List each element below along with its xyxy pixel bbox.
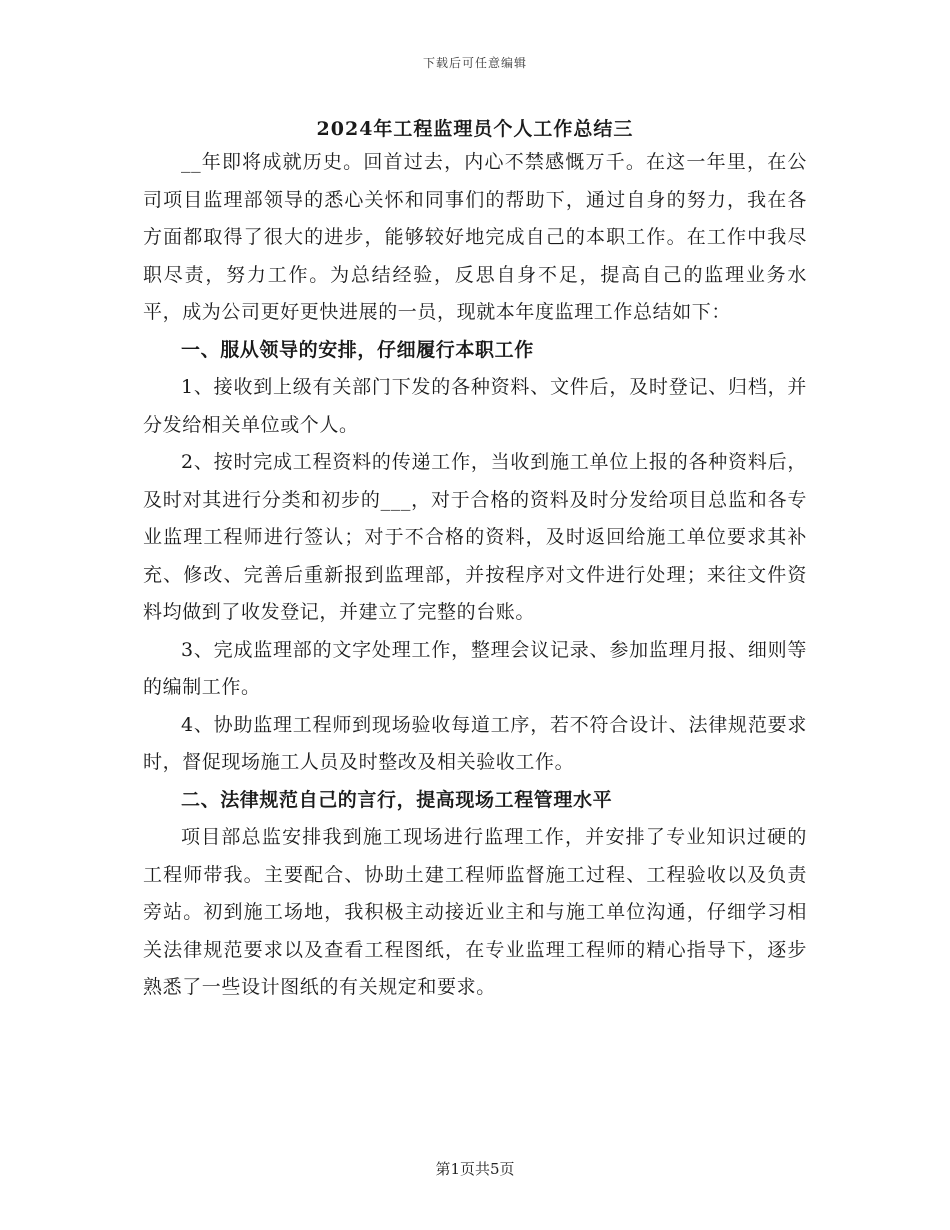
paragraph-item-1: 1、接收到上级有关部门下发的各种资料、文件后，及时登记、归档，并分发给相关单位或个人。	[143, 376, 807, 436]
paragraph-item-4: 4、协助监理工程师到现场验收每道工序，若不符合设计、法律规范要求时，督促现场施工人员及时整改及相关验收工作。	[143, 713, 807, 773]
paragraph-intro: __年即将成就历史。回首过去，内心不禁感慨万千。在这一年里，在公司项目监理部领导的悉心关怀和同事们的帮助下，通过自身的努力，我在各方面都取得了很大的进步，能够较好地完成自己的本职工作。在工作中我尽职尽责，努力工作。为总结经验，反思自身不足，提高自己的监理业务水平，成为公司更好更快进展的一员，现就本年度监理工作总结如下：	[143, 151, 807, 323]
section-heading-2: 二、法律规范自己的言行，提高现场工程管理水平	[181, 788, 613, 811]
paragraph-item-2: 2、按时完成工程资料的传递工作，当收到施工单位上报的各种资料后，及时对其进行分类和初步的___，对于合格的资料及时分发给项目总监和各专业监理工程师进行签认；对于不合格的资料，及时返回给施工单位要求其补充、修改、完善后重新报到监理部，并按程序对文件进行处理；来往文件资料均做到了收发登记，并建立了完整的台账。	[143, 451, 807, 623]
paragraph-section-2: 项目部总监安排我到施工现场进行监理工作，并安排了专业知识过硬的工程师带我。主要配合、协助土建工程师监督施工过程、工程验收以及负责旁站。初到施工场地，我积极主动接近业主和与施工单位沟通，仔细学习相关法律规范要求以及查看工程图纸，在专业监理工程师的精心指导下，逐步熟悉了一些设计图纸的有关规定和要求。	[143, 826, 807, 998]
section-heading-1: 一、服从领导的安排，仔细履行本职工作	[181, 338, 534, 361]
document-title: 2024年工程监理员个人工作总结三	[316, 118, 634, 140]
paragraph-item-3: 3、完成监理部的文字处理工作，整理会议记录、参加监理月报、细则等的编制工作。	[143, 638, 807, 698]
page-header-note: 下载后可任意编辑	[422, 56, 527, 70]
document-body	[143, 144, 807, 1007]
page-number-footer: 第1页共5页	[435, 1160, 515, 1178]
